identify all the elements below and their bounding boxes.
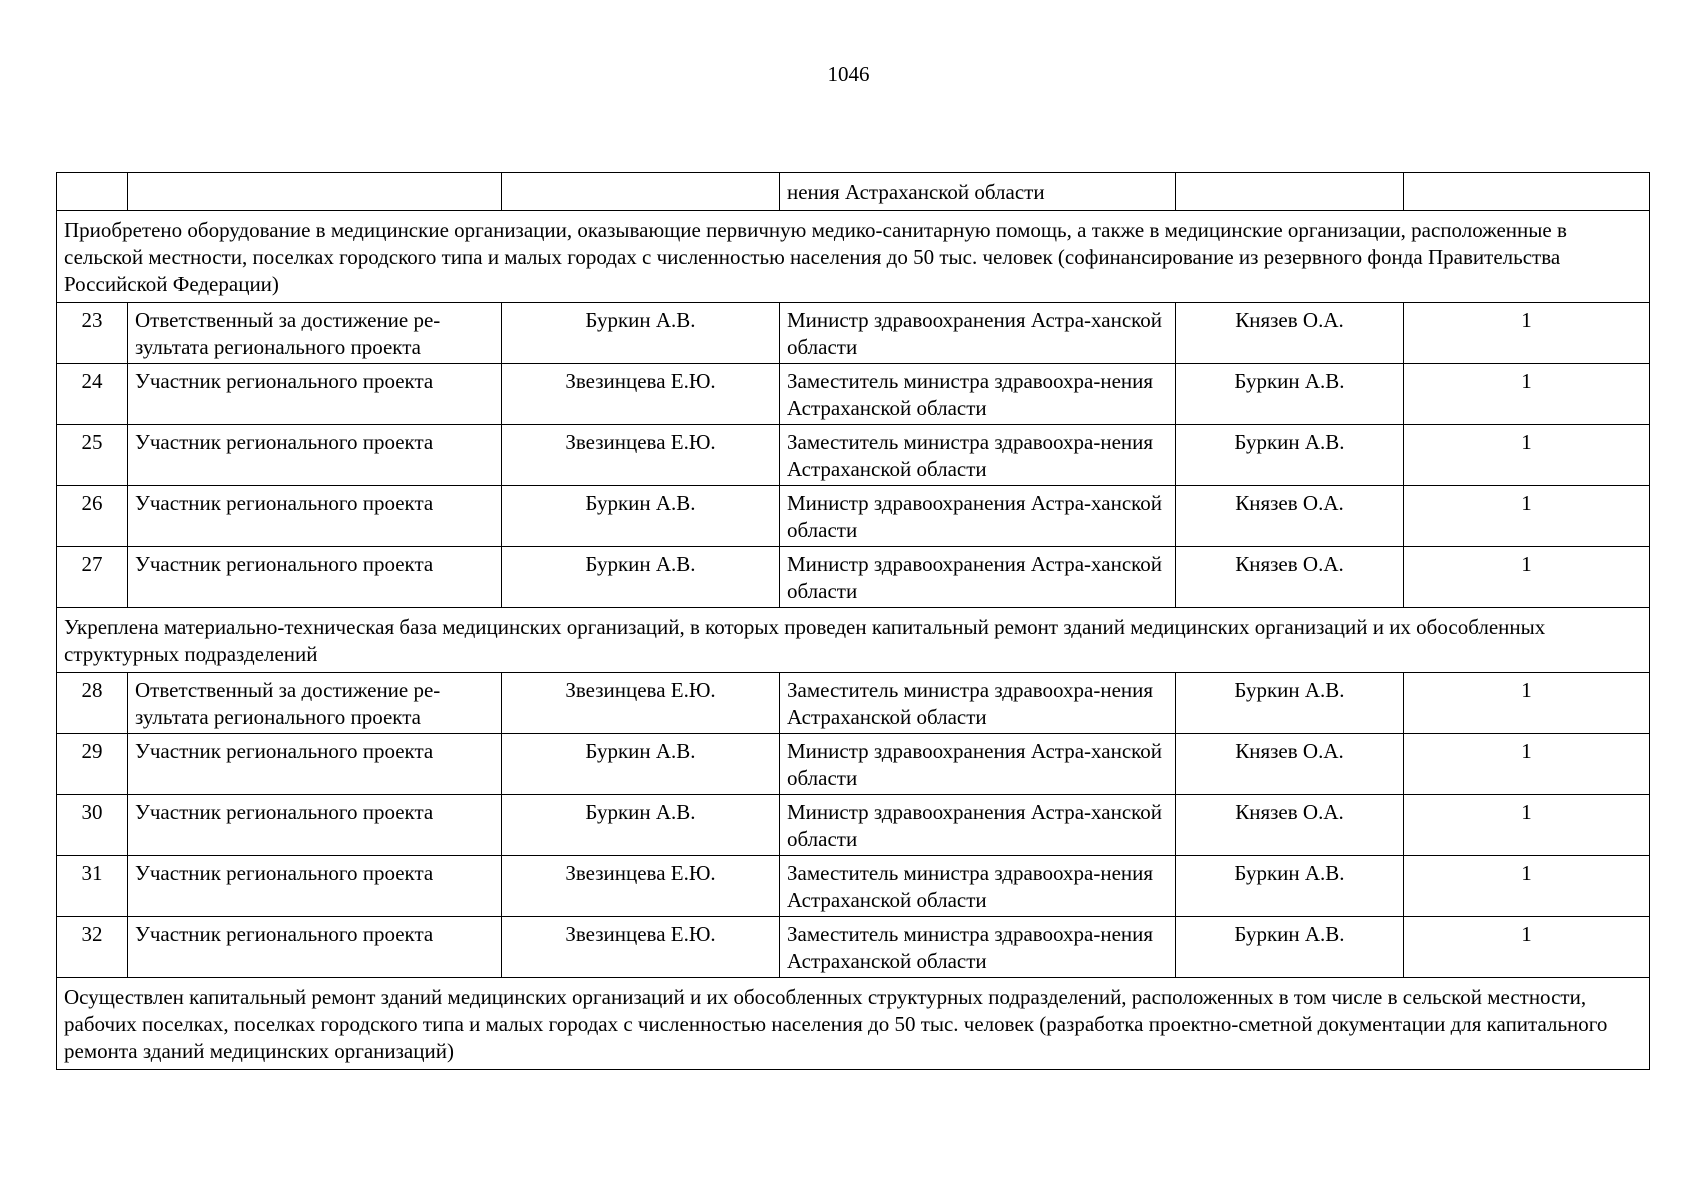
cell-name: Звезинцева Е.Ю. bbox=[502, 425, 780, 486]
table-row bbox=[57, 364, 1650, 425]
cell-num: 31 bbox=[57, 856, 128, 917]
cell-role: Ответственный за достижение ре-зультата регионального проекта bbox=[128, 303, 502, 364]
cell-qty: 1 bbox=[1404, 364, 1650, 425]
cell-name: Буркин А.В. bbox=[502, 547, 780, 608]
cell-name: Звезинцева Е.Ю. bbox=[502, 364, 780, 425]
cell-role: Участник регионального проекта bbox=[128, 364, 502, 425]
cell-num: 28 bbox=[57, 673, 128, 734]
cell-name: Звезинцева Е.Ю. bbox=[502, 856, 780, 917]
cell-role: Участник регионального проекта bbox=[128, 547, 502, 608]
section-title: Осуществлен капитальный ремонт зданий медицинских организаций и их обособленных структурных подразделений, расположенных в том числе в сельской местности, рабочих поселках, поселках городского типа и малых городах с численностью населения до 50 тыс. человек (разработка проектно-сметной документации для капитального ремонта зданий медицинских организаций) bbox=[57, 978, 1650, 1070]
responsibility-table bbox=[56, 172, 1650, 1070]
table-row bbox=[57, 486, 1650, 547]
cell-supervisor: Буркин А.В. bbox=[1176, 364, 1404, 425]
page-number: 1046 bbox=[827, 62, 870, 86]
cell-position: Министр здравоохранения Астра-ханской области bbox=[780, 547, 1176, 608]
cell-name: Буркин А.В. bbox=[502, 795, 780, 856]
section-title: Приобретено оборудование в медицинские организации, оказывающие первичную медико-санитарную помощь, а также в медицинские организации, расположенные в сельской местности, поселках городского типа и малых городах с численностью населения до 50 тыс. человек (софинансирование из резервного фонда Правительства Российской Федерации) bbox=[57, 211, 1650, 303]
cell-name bbox=[502, 173, 780, 211]
cell-supervisor: Князев О.А. bbox=[1176, 795, 1404, 856]
cell-num: 26 bbox=[57, 486, 128, 547]
table-row bbox=[57, 734, 1650, 795]
cell-supervisor: Буркин А.В. bbox=[1176, 425, 1404, 486]
cell-position: Министр здравоохранения Астра-ханской области bbox=[780, 303, 1176, 364]
cell-role: Участник регионального проекта bbox=[128, 917, 502, 978]
cell-role: Участник регионального проекта bbox=[128, 486, 502, 547]
table-row bbox=[57, 547, 1650, 608]
cell-name: Звезинцева Е.Ю. bbox=[502, 673, 780, 734]
cell-supervisor: Буркин А.В. bbox=[1176, 856, 1404, 917]
cell-role bbox=[128, 173, 502, 211]
table-row bbox=[57, 673, 1650, 734]
table-row bbox=[57, 856, 1650, 917]
cell-num: 27 bbox=[57, 547, 128, 608]
cell-position: Министр здравоохранения Астра-ханской области bbox=[780, 734, 1176, 795]
cell-qty: 1 bbox=[1404, 734, 1650, 795]
cell-name: Звезинцева Е.Ю. bbox=[502, 917, 780, 978]
cell-qty: 1 bbox=[1404, 917, 1650, 978]
cell-supervisor: Буркин А.В. bbox=[1176, 917, 1404, 978]
continuation-row bbox=[57, 173, 1650, 211]
table-row bbox=[57, 795, 1650, 856]
cell-role: Участник регионального проекта bbox=[128, 856, 502, 917]
cell-num: 24 bbox=[57, 364, 128, 425]
table-row bbox=[57, 425, 1650, 486]
cell-role: Ответственный за достижение ре-зультата регионального проекта bbox=[128, 673, 502, 734]
cell-name: Буркин А.В. bbox=[502, 303, 780, 364]
section-header-row bbox=[57, 608, 1650, 673]
cell-num: 25 bbox=[57, 425, 128, 486]
cell-qty: 1 bbox=[1404, 303, 1650, 364]
cell-supervisor: Князев О.А. bbox=[1176, 734, 1404, 795]
cell-qty: 1 bbox=[1404, 795, 1650, 856]
cell-supervisor: Князев О.А. bbox=[1176, 547, 1404, 608]
section-title: Укреплена материально-техническая база медицинских организаций, в которых проведен капитальный ремонт зданий медицинских организаций и их обособленных структурных подразделений bbox=[57, 608, 1650, 673]
section-header-row bbox=[57, 978, 1650, 1070]
cell-qty: 1 bbox=[1404, 486, 1650, 547]
cell-qty bbox=[1404, 173, 1650, 211]
cell-num: 29 bbox=[57, 734, 128, 795]
cell-name: Буркин А.В. bbox=[502, 486, 780, 547]
cell-qty: 1 bbox=[1404, 425, 1650, 486]
table-row bbox=[57, 303, 1650, 364]
section-header-row bbox=[57, 211, 1650, 303]
cell-position: Министр здравоохранения Астра-ханской области bbox=[780, 486, 1176, 547]
cell-position: Министр здравоохранения Астра-ханской области bbox=[780, 795, 1176, 856]
cell-supervisor bbox=[1176, 173, 1404, 211]
cell-name: Буркин А.В. bbox=[502, 734, 780, 795]
cell-qty: 1 bbox=[1404, 856, 1650, 917]
cell-num: 32 bbox=[57, 917, 128, 978]
cell-supervisor: Князев О.А. bbox=[1176, 486, 1404, 547]
cell-qty: 1 bbox=[1404, 673, 1650, 734]
cell-num: 23 bbox=[57, 303, 128, 364]
cell-position: Заместитель министра здравоохра-нения Астраханской области bbox=[780, 425, 1176, 486]
cell-position: Заместитель министра здравоохра-нения Астраханской области bbox=[780, 364, 1176, 425]
cell-position: Заместитель министра здравоохра-нения Астраханской области bbox=[780, 673, 1176, 734]
cell-role: Участник регионального проекта bbox=[128, 425, 502, 486]
cell-num bbox=[57, 173, 128, 211]
cell-position: нения Астраханской области bbox=[780, 173, 1176, 211]
cell-position: Заместитель министра здравоохра-нения Астраханской области bbox=[780, 856, 1176, 917]
cell-supervisor: Буркин А.В. bbox=[1176, 673, 1404, 734]
cell-role: Участник регионального проекта bbox=[128, 734, 502, 795]
cell-position: Заместитель министра здравоохра-нения Астраханской области bbox=[780, 917, 1176, 978]
cell-qty: 1 bbox=[1404, 547, 1650, 608]
cell-role: Участник регионального проекта bbox=[128, 795, 502, 856]
cell-num: 30 bbox=[57, 795, 128, 856]
table-row bbox=[57, 917, 1650, 978]
cell-supervisor: Князев О.А. bbox=[1176, 303, 1404, 364]
